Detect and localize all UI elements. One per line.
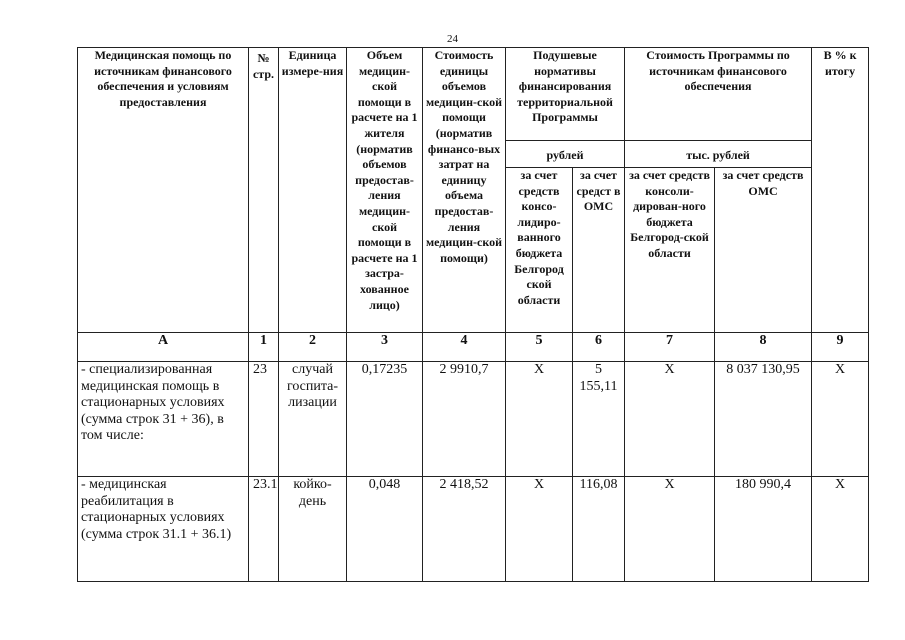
row-program-oms: 180 990,4 <box>715 477 812 582</box>
row-code: 23.1 <box>249 477 279 582</box>
header-unit-rubles: рублей <box>506 141 625 168</box>
column-number: 7 <box>625 333 715 362</box>
row-service-name: - специализированная медицинская помощь в стационарных условиях (сумма строк 31 + 36), в том числе: <box>78 362 249 477</box>
header-volume-norm: Объем медицин-ской помощи в расчете на 1 жителя (норматив объемов предостав-ления медицин-ской помощи в расчете на 1 застра-хованное лицо) <box>347 48 423 333</box>
row-volume: 0,17235 <box>347 362 423 477</box>
column-number-row <box>78 333 869 362</box>
header-per-capita-oms: за счет средст в ОМС <box>573 168 625 333</box>
header-program-oms: за счет средств ОМС <box>715 168 812 333</box>
row-volume: 0,048 <box>347 477 423 582</box>
row-percent: Х <box>812 362 869 477</box>
header-unit-cost: Стоимость единицы объемов медицин-ской помощи (норматив финансо-вых затрат на единицу объема предостав-ления медицин-ской помощи) <box>423 48 506 333</box>
row-unit: койко-день <box>279 477 347 582</box>
row-unit: случай госпита-лизации <box>279 362 347 477</box>
column-number: А <box>78 333 249 362</box>
header-row-number: № стр. <box>249 48 279 333</box>
row-service-name: - медицинская реабилитация в стационарных условиях (сумма строк 31.1 + 36.1) <box>78 477 249 582</box>
row-unit-cost: 2 9910,7 <box>423 362 506 477</box>
page-number: 24 <box>447 33 458 45</box>
row-code: 23 <box>249 362 279 477</box>
header-row-1 <box>78 48 869 141</box>
column-number: 9 <box>812 333 869 362</box>
table-row <box>78 362 869 477</box>
row-per-capita-budget: Х <box>506 477 573 582</box>
column-number: 1 <box>249 333 279 362</box>
row-unit-cost: 2 418,52 <box>423 477 506 582</box>
row-program-budget: Х <box>625 362 715 477</box>
row-per-capita-budget: Х <box>506 362 573 477</box>
row-percent: Х <box>812 477 869 582</box>
column-number: 8 <box>715 333 812 362</box>
column-number: 3 <box>347 333 423 362</box>
table-row <box>78 477 869 582</box>
column-number: 5 <box>506 333 573 362</box>
header-program-budget: за счет средств консоли-дирован-ного бюджета Белгород-ской области <box>625 168 715 333</box>
row-per-capita-oms: 5 155,11 <box>573 362 625 477</box>
column-number: 4 <box>423 333 506 362</box>
header-program-cost-group: Стоимость Программы по источникам финансового обеспечения <box>625 48 812 141</box>
row-program-oms: 8 037 130,95 <box>715 362 812 477</box>
header-percent-total: В % к итогу <box>812 48 869 333</box>
column-number: 2 <box>279 333 347 362</box>
financing-table <box>77 47 869 582</box>
row-program-budget: Х <box>625 477 715 582</box>
header-unit-thousand-rubles: тыс. рублей <box>625 141 812 168</box>
header-per-capita-budget: за счет средств консо-лидиро-ванного бюджета Белгород ской области <box>506 168 573 333</box>
header-unit: Единица измере-ния <box>279 48 347 333</box>
column-number: 6 <box>573 333 625 362</box>
header-service-type: Медицинская помощь по источникам финансового обеспечения и условиям предоставления <box>78 48 249 333</box>
header-per-capita-group: Подушевые нормативы финансирования территориальной Программы <box>506 48 625 141</box>
row-per-capita-oms: 116,08 <box>573 477 625 582</box>
